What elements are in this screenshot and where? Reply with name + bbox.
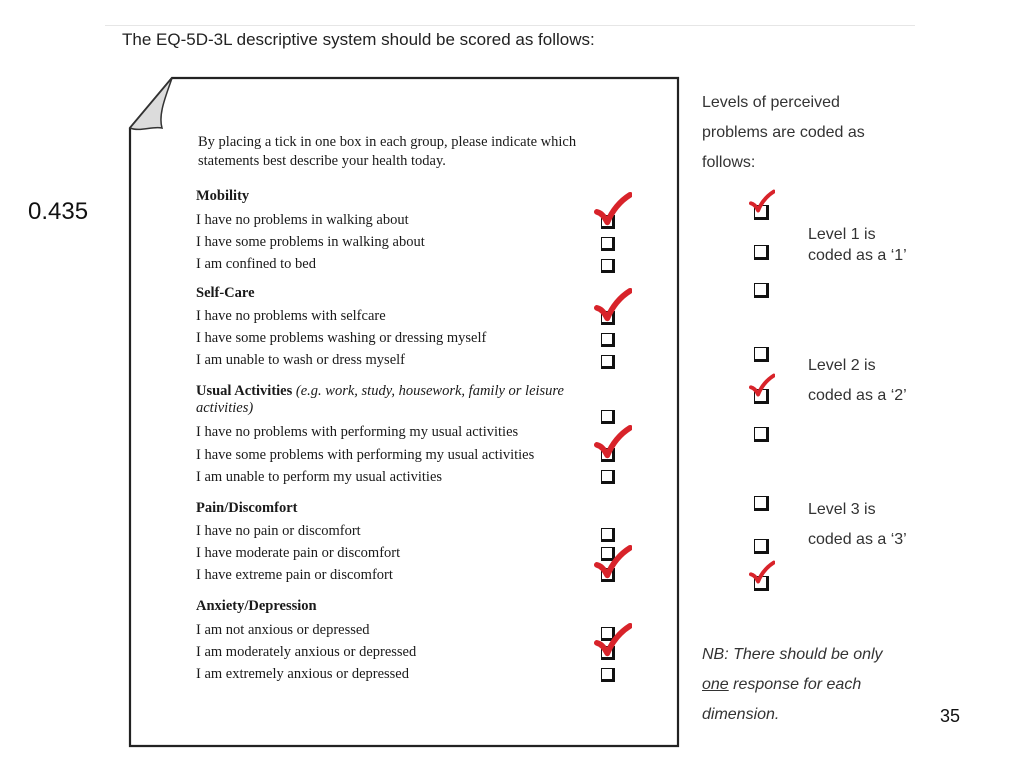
legend-l3-box-2	[754, 539, 769, 554]
checkbox-pain-3[interactable]	[601, 568, 615, 582]
statement-usual-activities-2: I have some problems with performing my usual activities	[196, 447, 535, 463]
dimension-title-usual-activities	[196, 383, 586, 417]
checkbox-mobility-2[interactable]	[601, 237, 615, 251]
legend-level-3-text: Level 3 is coded as a ‘3’	[808, 501, 907, 548]
checkbox-pain-1[interactable]	[601, 528, 615, 542]
questionnaire-instruction: By placing a tick in one box in each group, please indicate which statements best describe your health today.	[198, 134, 577, 169]
checkbox-anxiety-2[interactable]	[601, 646, 615, 660]
checkbox-anxiety-3[interactable]	[601, 668, 615, 682]
checkbox-self-care-3[interactable]	[601, 355, 615, 369]
checkbox-pain-2[interactable]	[601, 547, 615, 561]
checkbox-self-care-1[interactable]	[601, 311, 615, 325]
legend-l2-box-1	[754, 347, 769, 362]
statement-mobility-1: I have no problems in walking about	[196, 212, 409, 228]
statement-usual-activities-3: I am unable to perform my usual activities	[196, 469, 443, 485]
statement-self-care-2: I have some problems washing or dressing myself	[196, 330, 487, 346]
dimension-title-anxiety-depression: Anxiety/Depression	[196, 598, 317, 614]
statement-anxiety-1: I am not anxious or depressed	[196, 622, 370, 638]
nb-note	[702, 640, 902, 730]
checkbox-self-care-2[interactable]	[601, 333, 615, 347]
statement-anxiety-2: I am moderately anxious or depressed	[196, 644, 417, 660]
legend-l1-box-1	[754, 205, 769, 220]
statement-anxiety-3: I am extremely anxious or depressed	[196, 666, 409, 682]
health-score: 0.435	[28, 198, 89, 225]
statement-usual-activities-1: I have no problems with performing my usual activities	[196, 424, 519, 440]
checkbox-anxiety-1[interactable]	[601, 627, 615, 641]
checkbox-usual-activities-3[interactable]	[601, 470, 615, 484]
statement-self-care-1: I have no problems with selfcare	[196, 308, 386, 324]
dimension-title-self-care: Self-Care	[196, 285, 255, 301]
legend-l1-box-3	[754, 283, 769, 298]
dimension-title-pain-discomfort: Pain/Discomfort	[196, 500, 298, 516]
dimension-title-usual-activities-text: Usual Activities	[196, 383, 293, 399]
statement-mobility-3: I am confined to bed	[196, 256, 316, 272]
legend-l3-box-1	[754, 496, 769, 511]
slide-title: The EQ-5D-3L descriptive system should be scored as follows:	[122, 30, 595, 49]
checkbox-usual-activities-1[interactable]	[601, 410, 615, 424]
nb-note-emphasis: one	[702, 676, 729, 693]
checkbox-usual-activities-2[interactable]	[601, 448, 615, 462]
dimension-title-mobility: Mobility	[196, 188, 250, 204]
statement-mobility-2: I have some problems in walking about	[196, 234, 425, 250]
eq5d-questionnaire	[130, 78, 678, 746]
legend-l1-box-2	[754, 245, 769, 260]
legend-intro: Levels of perceived problems are coded as follows:	[702, 94, 865, 171]
legend-level-1-text: Level 1 is coded as a ‘1’	[808, 226, 907, 264]
page-number: 35	[940, 706, 961, 726]
statement-pain-1: I have no pain or discomfort	[196, 523, 361, 539]
legend-level-2-text: Level 2 is coded as a ‘2’	[808, 357, 907, 404]
legend-l3-box-3	[754, 576, 769, 591]
nb-note-start: NB: There should be only	[702, 646, 883, 663]
checkbox-mobility-1[interactable]	[601, 215, 615, 229]
usual-activities-note: (e.g. work, study, housework, family or leisure activities)	[196, 383, 564, 416]
statement-self-care-3: I am unable to wash or dress myself	[196, 352, 405, 368]
nb-note-end: response for each dimension.	[702, 676, 862, 723]
coding-legend	[702, 0, 962, 768]
legend-l2-box-3	[754, 427, 769, 442]
checkbox-mobility-3[interactable]	[601, 259, 615, 273]
statement-pain-2: I have moderate pain or discomfort	[196, 545, 401, 561]
legend-l2-box-2	[754, 389, 769, 404]
statement-pain-3: I have extreme pain or discomfort	[196, 567, 393, 583]
